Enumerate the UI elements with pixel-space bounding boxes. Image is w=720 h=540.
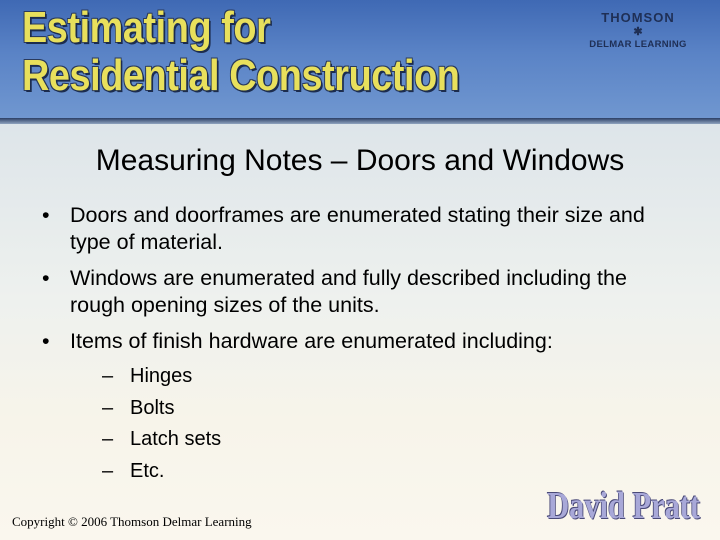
sub-text: Etc. <box>130 459 165 482</box>
publisher-star-icon: ✱ <box>633 26 643 38</box>
sub-marker: – <box>102 365 114 387</box>
bullet-marker: • <box>42 329 50 353</box>
bullet-item <box>42 202 682 256</box>
sub-item <box>70 361 682 393</box>
book-title-line-1: Estimating for <box>22 3 271 52</box>
sub-item <box>70 424 682 456</box>
book-title-line-2: Residential Construction <box>22 51 460 100</box>
copyright-notice: Copyright © 2006 Thomson Delmar Learning <box>12 514 252 529</box>
publisher-logo <box>578 10 698 50</box>
bullet-text: Windows are enumerated and fully described including the rough opening sizes of the units. <box>70 266 627 317</box>
bullet-list <box>42 202 682 496</box>
sub-marker: – <box>102 396 114 419</box>
sub-item <box>70 393 682 425</box>
bullet-text: Doors and doorframes are enumerated stating their size and type of material. <box>70 203 645 254</box>
sub-marker: – <box>102 428 114 450</box>
sub-marker: – <box>102 459 114 482</box>
author-signature: David Pratt <box>547 485 700 527</box>
sub-list <box>70 361 682 487</box>
book-title <box>22 4 459 100</box>
sub-item <box>70 456 682 488</box>
bullet-marker: • <box>42 203 50 227</box>
publisher-name: THOMSON <box>601 10 675 25</box>
slide-title: Measuring Notes – Doors and Windows <box>95 144 625 177</box>
sub-text: Hinges <box>130 365 193 387</box>
bullet-item <box>42 328 682 487</box>
publisher-imprint: DELMAR LEARNING <box>589 39 687 50</box>
header-band <box>0 0 720 118</box>
bullet-marker: • <box>42 266 50 290</box>
bullet-text: Items of finish hardware are enumerated including: <box>70 329 553 353</box>
sub-text: Latch sets <box>130 428 222 450</box>
sub-text: Bolts <box>130 396 175 419</box>
header-divider <box>0 118 720 124</box>
bullet-item <box>42 265 682 319</box>
